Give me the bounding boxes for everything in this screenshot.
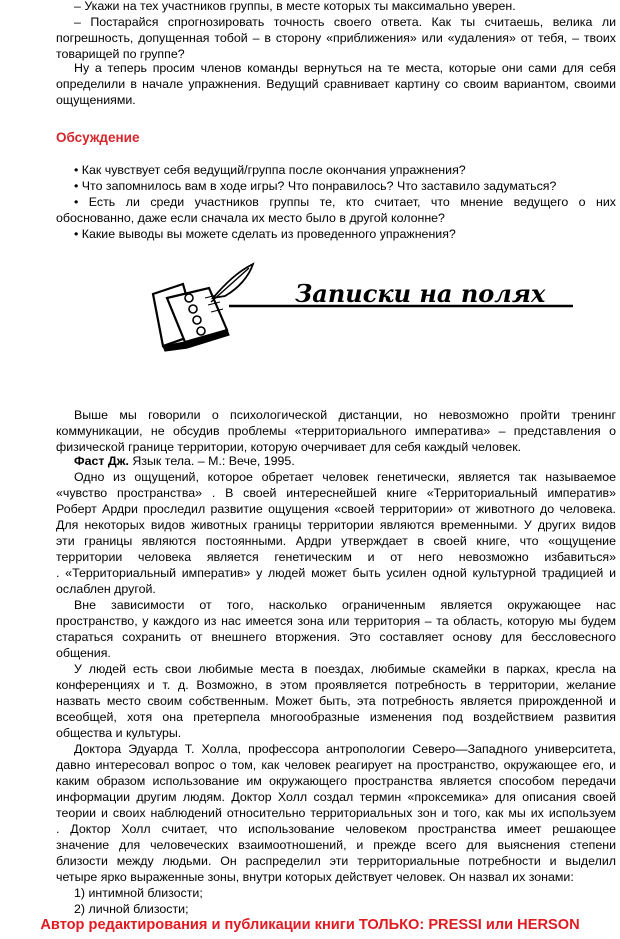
text-line: эти границы являются постоянными. Ардри утверждает в своей книге, что «ощущение	[56, 534, 616, 548]
text-line: У людей есть свои любимые места в поездах, любимые скамейки в парках, кресла на	[74, 662, 616, 676]
text-line: территории человека является генетическим и от него невозможно избавиться»	[56, 550, 616, 564]
text-line: определили в начале упражнения. Ведущий сравнивает картину со своим вариантом, своими	[56, 77, 616, 91]
text-line: близости между людьми. Он распределил эти территориальные потребности и выделил	[56, 854, 616, 868]
text-line: физической границе территории, которую очерчивает для себя каждый человек.	[56, 440, 522, 454]
text-line: стараться сохранить от внешнего вторжения. Это составляет основу для бессловесного	[56, 630, 616, 644]
reference-author: Фаст Дж.	[74, 454, 129, 468]
text-line: конференциях и т. д. Возможно, в этом проявляется потребность в территории, желание	[56, 678, 616, 692]
text-line: Роберт Ардри проследил развитие ощущения «своей территории» от животного до человека.	[56, 502, 616, 516]
text-line: ощущениями.	[56, 93, 136, 107]
bullet-item: • Как чувствует себя ведущий/группа после окончания упражнения?	[74, 163, 466, 177]
paragraph-top-line	[56, 0, 616, 14]
text-line: «чувство пространства» . В своей интереснейшей книге «Территориальный императив»	[56, 486, 616, 500]
text-line: общения.	[56, 646, 111, 660]
text-line: Ну а теперь просим членов команды вернуться на те места, которые они сами для себя	[74, 61, 616, 75]
paragraph-forecast	[56, 14, 616, 62]
text-line: назвать место своим собственным. Может быть, эта потребность является прирожденной и	[56, 694, 616, 708]
text-line: – Укажи на тех участников группы, в месте которых ты максимально уверен.	[74, 0, 516, 13]
text-line: Вне зависимости от того, насколько ограниченным является окружающее нас	[74, 598, 616, 612]
bullet-item: • Есть ли среди участников группы те, кто считает, что мнение ведущего о них	[74, 195, 616, 209]
zone-list	[56, 885, 616, 917]
text-line: коммуникации, не обсудив проблемы «территориального императива» – представления о	[56, 424, 616, 438]
text-line: Одно из ощущений, которое обретает человек генетически, является так называемое	[74, 470, 616, 484]
bullet-item: • Какие выводы вы можете сделать из проведенного упражнения?	[74, 227, 456, 241]
text-line: четыре ярко выраженные зоны, внутри которых действует человек. Он назвал их зонами:	[56, 870, 574, 884]
text-line: значение для человеческих взаимоотношений, и прежде всего для выяснения степени	[56, 838, 616, 852]
notebook-with-quill-icon	[145, 258, 575, 358]
paragraph-sense-of-space	[56, 469, 616, 597]
reference-line	[56, 453, 616, 469]
text-line: . Доктор Холл считает, что использование человеком пространства имеет решающее	[56, 822, 616, 836]
discussion-bullet-list	[56, 162, 616, 242]
text-line: всеобщей, хотя она претерпела многообразные изменения под воздействием развития	[56, 710, 616, 724]
banner-title: Записки на полях	[295, 279, 546, 308]
text-line: ослаблен другой.	[56, 582, 156, 596]
notes-banner	[145, 258, 575, 358]
text-line: информации другим людям. Доктор Холл создал термин «проксемика» для описания своей	[56, 790, 616, 804]
text-line: теории и своих наблюдений относительно территориальных зон и того, как мы их используем	[56, 806, 616, 820]
text-line: погрешность, допущенная тобой – в сторону «приближения» или «удаления» от тебя, – твоих	[56, 31, 616, 45]
text-line: давно интересовал вопрос о том, как человек реагирует на пространство, окружающее его, и	[56, 758, 616, 772]
bullet-item-continuation: обоснованно, даже если сначала их место было в другой колонне?	[56, 211, 445, 225]
text-line: . «Территориальный императив» у людей может быть усилен одной культурной традицией и	[56, 566, 616, 580]
text-line: пространство, у каждого из нас имеется зона или территория – та область, которую мы будем	[56, 614, 616, 628]
paragraph-return-places	[56, 60, 616, 108]
publisher-footer: Автор редактирования и публикации книги ТОЛЬКО: PRESSI или HERSON	[40, 917, 580, 933]
paragraph-hall-proxemics	[56, 741, 616, 885]
text-line: Для некоторых видов животных границы территории являются временными. У других видов	[56, 518, 616, 532]
text-line: общества и культуры.	[56, 726, 182, 740]
text-line: Доктора Эдуарда Т. Холла, профессора антропологии Северо—Западного университета,	[74, 742, 616, 756]
list-item: 2) личной близости;	[74, 902, 189, 916]
paragraph-favorite-places	[56, 661, 616, 741]
reference-title: Язык тела. – М.: Вече, 1995.	[128, 454, 295, 468]
text-line: каким образом использование им окружающего пространства является способом передачи	[56, 774, 616, 788]
discussion-heading: Обсуждение	[56, 130, 140, 145]
bullet-item: • Что запомнилось вам в ходе игры? Что понравилось? Что заставило задуматься?	[74, 179, 557, 193]
list-item: 1) интимной близости;	[74, 886, 203, 900]
text-line: Выше мы говорили о психологической дистанции, но невозможно пройти тренинг	[74, 408, 616, 422]
text-line: товарищей по группе?	[56, 47, 185, 61]
paragraph-territorial-intro	[56, 407, 616, 455]
text-line: – Постарайся спрогнозировать точность своего ответа. Как ты считаешь, велика ли	[74, 15, 616, 29]
paragraph-zone	[56, 597, 616, 661]
